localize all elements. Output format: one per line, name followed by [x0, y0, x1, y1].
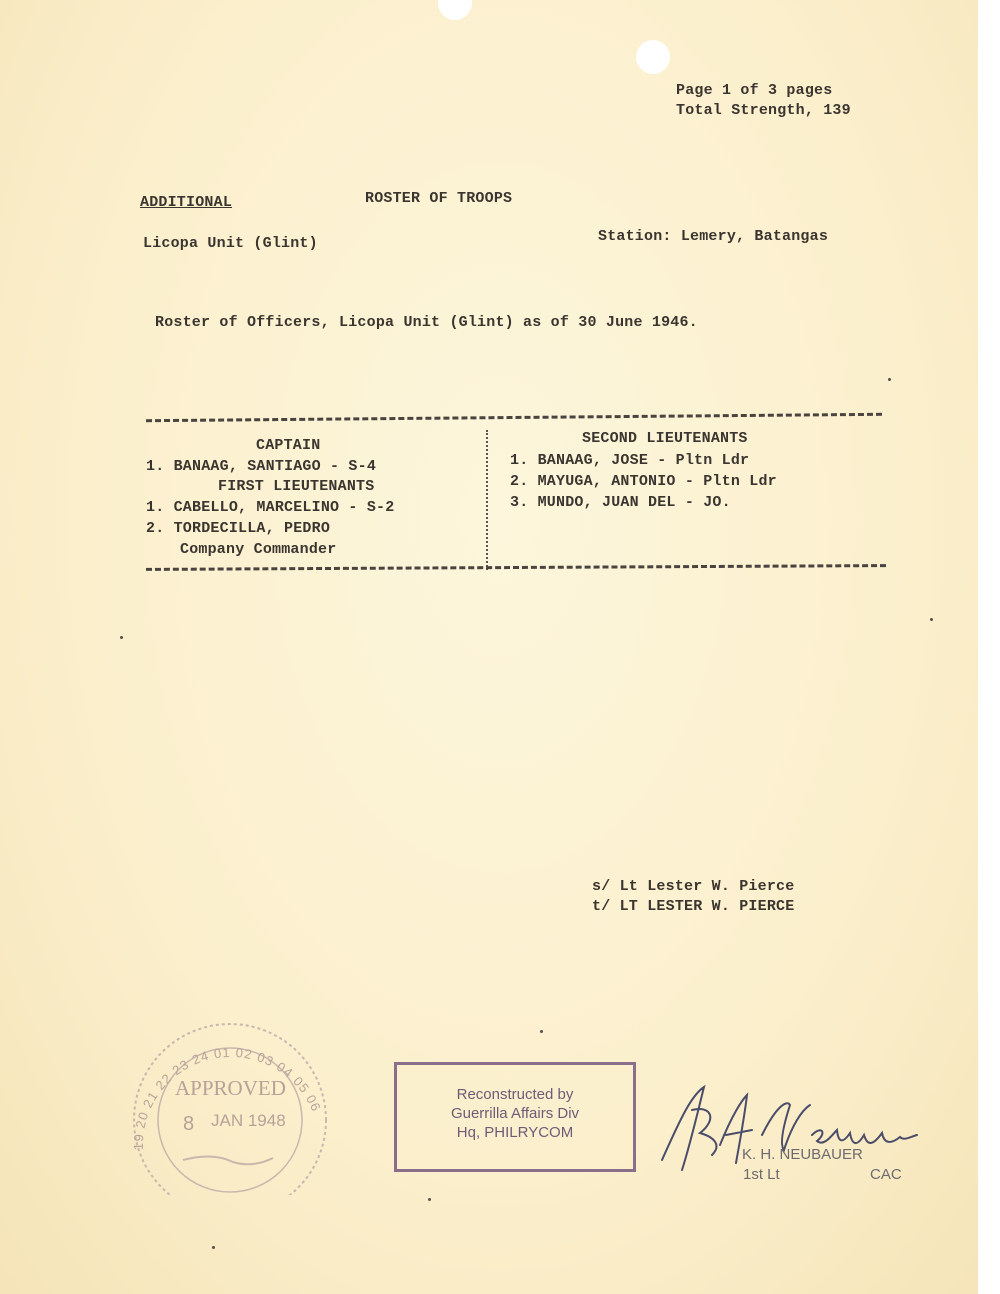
bottom-rule: [146, 564, 886, 571]
station: Station: Lemery, Batangas: [598, 228, 829, 245]
top-rule: [146, 413, 882, 422]
unit-name: Licopa Unit (Glint): [143, 235, 318, 252]
captain-heading: CAPTAIN: [256, 437, 321, 454]
svg-text:19 20 21 22 23 24 01 02 03 04: 19 20 21 22 23 24 01 02 03 04 05 06: [130, 1044, 325, 1151]
punch-hole: [636, 40, 670, 74]
approved-stamp: [123, 1020, 338, 1195]
first-lt-heading: FIRST LIEUTENANTS: [218, 478, 375, 495]
captain-1: 1. BANAAG, SANTIAGO - S-4: [146, 458, 377, 475]
reconstructed-line-3: Hq, PHILRYCOM: [456, 1124, 574, 1141]
paper-speck: [930, 618, 933, 621]
paper-speck: [212, 1246, 215, 1249]
second-lt-2: 2. MAYUGA, ANTONIO - Pltn Ldr: [510, 473, 777, 490]
typed-line: t/ LT LESTER W. PIERCE: [592, 898, 795, 915]
paper-speck: [888, 378, 891, 381]
first-lt-2: 2. TORDECILLA, PEDRO: [146, 520, 331, 537]
second-lt-3: 3. MUNDO, JUAN DEL - JO.: [510, 494, 731, 511]
reconstructed-stamp: [394, 1062, 636, 1172]
additional-label: ADDITIONAL: [140, 194, 233, 211]
column-separator: [486, 430, 488, 570]
first-lt-2-role: Company Commander: [180, 541, 337, 558]
page-edge: [978, 0, 1000, 1294]
roster-title: ROSTER OF TROOPS: [365, 190, 513, 207]
paper-speck: [540, 1030, 543, 1033]
total-strength: Total Strength, 139: [676, 102, 851, 119]
svg-text:8: 8: [183, 1113, 195, 1135]
svg-text:JAN 1948: JAN 1948: [211, 1111, 286, 1130]
officer-name: K. H. NEUBAUER: [742, 1146, 863, 1163]
first-lt-1: 1. CABELLO, MARCELINO - S-2: [146, 499, 395, 516]
paper-speck: [428, 1198, 431, 1201]
reconstructed-line-1: Reconstructed by: [456, 1086, 574, 1103]
paper-speck: [120, 636, 123, 639]
officer-branch: CAC: [870, 1166, 902, 1183]
reconstructed-line-2: Guerrilla Affairs Div: [450, 1105, 580, 1122]
officer-rank: 1st Lt: [743, 1166, 780, 1183]
second-lt-heading: SECOND LIEUTENANTS: [582, 430, 748, 447]
punch-hole: [438, 0, 472, 20]
second-lt-1: 1. BANAAG, JOSE - Pltn Ldr: [510, 452, 750, 469]
signed-line: s/ Lt Lester W. Pierce: [592, 878, 795, 895]
svg-text:APPROVED: APPROVED: [175, 1076, 286, 1100]
page-info: Page 1 of 3 pages: [676, 82, 833, 99]
intro-line: Roster of Officers, Licopa Unit (Glint) as of 30 June 1946.: [155, 314, 698, 331]
